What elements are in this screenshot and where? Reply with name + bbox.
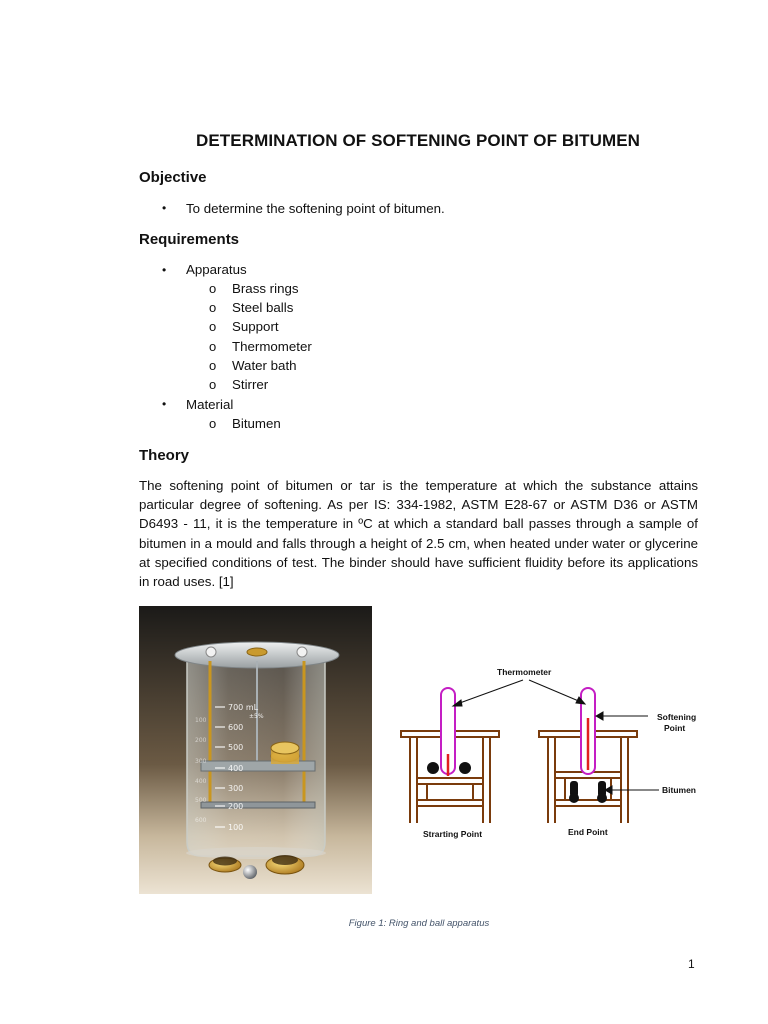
figure-caption: Figure 1: Ring and ball apparatus (348, 918, 490, 929)
theory-heading: Theory (139, 447, 190, 464)
beaker-left-scale-label: 100 (195, 717, 207, 724)
beaker-scale-label: 600 (228, 723, 244, 732)
theory-paragraph (139, 476, 698, 591)
material-item: Bitumen (232, 416, 281, 431)
bullet-icon: • (162, 397, 167, 411)
sub-bullet-icon: o (209, 300, 217, 315)
beaker-scale-label: 300 (228, 784, 244, 793)
beaker-left-scale-label: 600 (195, 817, 207, 824)
document-title: DETERMINATION OF SOFTENING POINT OF BITUMEN (195, 131, 641, 150)
requirements-heading: Requirements (139, 231, 240, 248)
theory-text: The softening point of bitumen or tar is the temperature at which the substance attains particular degree of softening. As per IS: 334-1982, ASTM E28-67 or ASTM D36 or ASTM D6493 - 11, it is the temperature in ºC at which a standard ball passes through a sample of bitumen in a mould and falls through a height of 2.5 cm, when heated under water or glycerine at specified conditions of test. The binder should have sufficient fluidity before its applications in road uses. [1] (139, 478, 698, 590)
bullet-icon: • (162, 263, 167, 277)
bitumen-label: Bitumen (662, 785, 696, 795)
beaker-scale-label: 100 (228, 823, 244, 832)
objective-item: To determine the softening point of bitumen. (186, 201, 445, 216)
beaker-left-scale-label: 200 (195, 737, 207, 744)
material-label: Material (186, 397, 234, 412)
softening-point-label-line1: Softening (657, 712, 697, 722)
beaker-left-scale-label: 300 (195, 758, 207, 765)
apparatus-label: Apparatus (186, 262, 247, 277)
sub-bullet-icon: o (209, 377, 217, 392)
beaker-scale-label: 400 (228, 764, 244, 773)
sub-bullet-icon: o (209, 281, 217, 296)
softening-point-label-line2: Point (664, 723, 686, 733)
beaker-scale-label: 500 (228, 743, 244, 752)
page-number: 1 (688, 957, 695, 971)
objective-heading: Objective (139, 169, 207, 186)
apparatus-photo (139, 606, 372, 894)
bullet-icon: • (162, 201, 167, 215)
sub-bullet-icon: o (209, 339, 217, 354)
beaker-scale-label: 200 (228, 802, 244, 811)
apparatus-item: Water bath (232, 358, 297, 373)
sub-bullet-icon: o (209, 358, 217, 373)
apparatus-item: Support (232, 319, 279, 334)
starting-point-label: Strarting Point (423, 829, 483, 839)
beaker-main-label: 700 mL (228, 703, 259, 712)
beaker-left-scale-label: 500 (195, 797, 207, 804)
sub-bullet-icon: o (209, 319, 217, 334)
apparatus-item: Brass rings (232, 281, 299, 296)
apparatus-item: Stirrer (232, 377, 269, 392)
beaker-left-scale-label: 400 (195, 778, 207, 785)
apparatus-item: Thermometer (232, 339, 312, 354)
softening-point-diagram (393, 658, 713, 843)
end-point-label: End Point (568, 827, 608, 837)
sub-bullet-icon: o (209, 416, 217, 431)
thermometer-label: Thermometer (497, 667, 552, 677)
beaker-tolerance-label: ±5% (249, 713, 264, 720)
apparatus-item: Steel balls (232, 300, 294, 315)
